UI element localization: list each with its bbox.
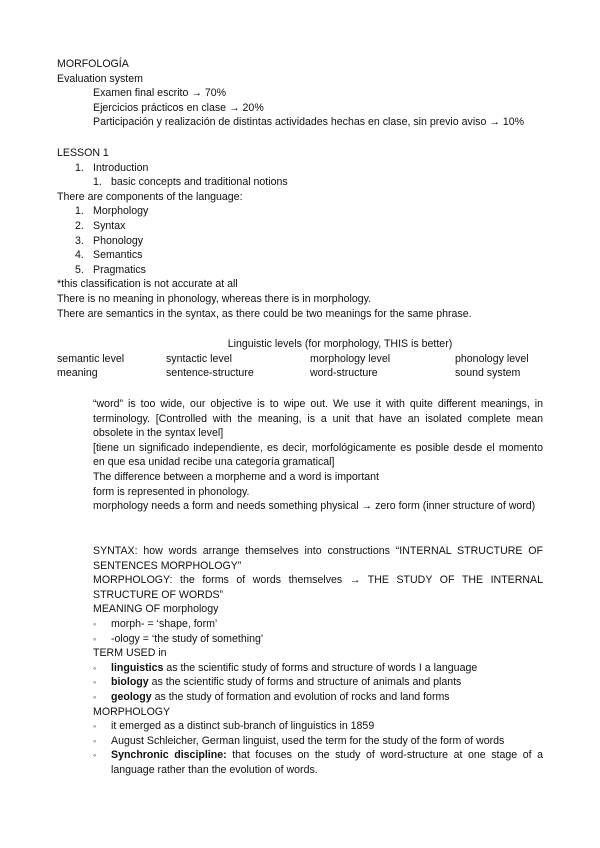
- list-item: [93, 617, 543, 632]
- term-bold: Synchronic discipline:: [111, 749, 227, 762]
- bullet-icon: ◦: [93, 633, 97, 644]
- doc-title: MORFOLOGÍA: [57, 58, 129, 70]
- term-rest: as the scientific study of forms and structure of words I a language: [163, 661, 478, 674]
- list-item: [93, 748, 543, 777]
- list-number: 5.: [75, 263, 84, 276]
- list-label: it emerged as a distinct sub-branch of linguistics in 1859: [111, 720, 375, 733]
- list-label: August Schleicher, German linguist, used the term for the study of the form of words: [111, 734, 505, 747]
- term-rest: as the scientific study of forms and structure of animals and plants: [148, 676, 462, 689]
- bullet-icon: ◦: [93, 662, 97, 673]
- word-section: [93, 397, 543, 514]
- list-label: Pragmatics: [93, 263, 146, 276]
- paragraph: The difference between a morpheme and a word is important: [93, 470, 379, 483]
- list-label: basic concepts and traditional notions: [111, 176, 288, 189]
- syntax-definition: SYNTAX: how words arrange themselves into constructions “INTERNAL STRUCTURE OF SENTENCES MORPHOLOGY”: [93, 545, 543, 572]
- table-cell: semantic level: [57, 352, 125, 365]
- evaluation-item: Examen final escrito → 70%: [93, 87, 227, 100]
- evaluation-item: Ejercicios prácticos en clase → 20%: [93, 101, 264, 114]
- table-cell: phonology level: [455, 352, 529, 365]
- list-number: 4.: [75, 249, 84, 262]
- table-cell: sound system: [455, 367, 521, 380]
- definitions-section: [93, 544, 543, 778]
- list-label: Syntax: [93, 219, 126, 232]
- list-item: [93, 632, 543, 647]
- list-label: Morphology: [93, 205, 149, 218]
- list-number: 2.: [75, 219, 84, 232]
- list-number: 1.: [75, 161, 84, 174]
- bullet-icon: ◦: [93, 677, 97, 688]
- bullet-icon: ◦: [93, 721, 97, 732]
- list-label: Semantics: [93, 249, 143, 262]
- term-heading: TERM USED in: [93, 647, 167, 660]
- list-label: Phonology: [93, 234, 144, 247]
- term-bold: biology: [111, 676, 149, 689]
- levels-caption: Linguistic levels (for morphology, THIS is better): [227, 338, 453, 350]
- paragraph: “word” is too wide, our objective is to wipe out. We use it with quite different meanings, in terminology. [Controlled with the meaning, is a unit that have an isolated complete mean obsolete in the syntax level]: [93, 398, 543, 440]
- paragraph: [tiene un significado independiente, es decir, morfológicamente es posible desde el momento en que esa unidad recibe una categoría gramatical]: [93, 441, 543, 469]
- lesson-section: [57, 146, 547, 321]
- list-item: [93, 690, 543, 705]
- term-rest: that focuses on the study of word-structure at one stage of a language rather than the evolution of words.: [111, 749, 543, 776]
- list-label: -ology = ‘the study of something’: [111, 632, 264, 645]
- morphology-heading: MORPHOLOGY: [93, 705, 171, 718]
- list-number: 1.: [93, 176, 102, 189]
- header-section: [57, 57, 547, 130]
- list-label: morph- = ‘shape, form’: [111, 617, 218, 630]
- list-item: [57, 234, 547, 249]
- lesson-subitem: [57, 175, 547, 190]
- components-heading: There are components of the language:: [57, 190, 243, 203]
- list-item: [57, 248, 547, 263]
- list-item: [93, 661, 543, 676]
- list-item: [93, 719, 543, 734]
- note: There are semantics in the syntax, as there could be two meanings for the same phrase.: [57, 307, 472, 320]
- table-cell: morphology level: [310, 352, 391, 365]
- lesson-intro: [57, 161, 547, 176]
- list-item: [57, 204, 547, 219]
- evaluation-heading: Evaluation system: [57, 72, 143, 85]
- table-cell: word-structure: [310, 367, 378, 380]
- bullet-icon: ◦: [93, 691, 97, 702]
- term-rest: as the study of formation and evolution of rocks and land forms: [151, 690, 450, 703]
- list-label: [111, 748, 543, 777]
- meaning-heading: MEANING OF morphology: [93, 603, 219, 616]
- table-cell: meaning: [57, 367, 98, 380]
- table-row: [57, 366, 543, 381]
- list-label: Introduction: [93, 161, 149, 174]
- paragraph: form is represented in phonology.: [93, 485, 250, 498]
- list-item: [57, 263, 547, 278]
- morphology-definition: MORPHOLOGY: the forms of words themselves → THE STUDY OF THE INTERNAL STRUCTURE OF WORDS”: [93, 574, 543, 601]
- bullet-icon: ◦: [93, 618, 97, 629]
- bullet-icon: ◦: [93, 750, 97, 761]
- term-bold: linguistics: [111, 661, 164, 674]
- lesson-heading: LESSON 1: [57, 147, 109, 159]
- term-bold: geology: [111, 690, 152, 703]
- table-cell: syntactic level: [166, 352, 232, 365]
- paragraph: morphology needs a form and needs something physical → zero form (inner structure of word): [93, 500, 536, 513]
- bullet-icon: ◦: [93, 735, 97, 746]
- list-item: [93, 675, 543, 690]
- list-number: 1.: [75, 205, 84, 218]
- list-item: [93, 734, 543, 749]
- evaluation-item: Participación y realización de distintas actividades hechas en clase, sin previo aviso → 10%: [93, 116, 525, 129]
- table-row: [57, 352, 543, 367]
- levels-table: [57, 337, 543, 381]
- note: *this classification is not accurate at all: [57, 278, 238, 291]
- list-item: [57, 219, 547, 234]
- list-number: 3.: [75, 234, 84, 247]
- note: There is no meaning in phonology, whereas there is in morphology.: [57, 292, 372, 305]
- table-cell: sentence-structure: [166, 367, 254, 380]
